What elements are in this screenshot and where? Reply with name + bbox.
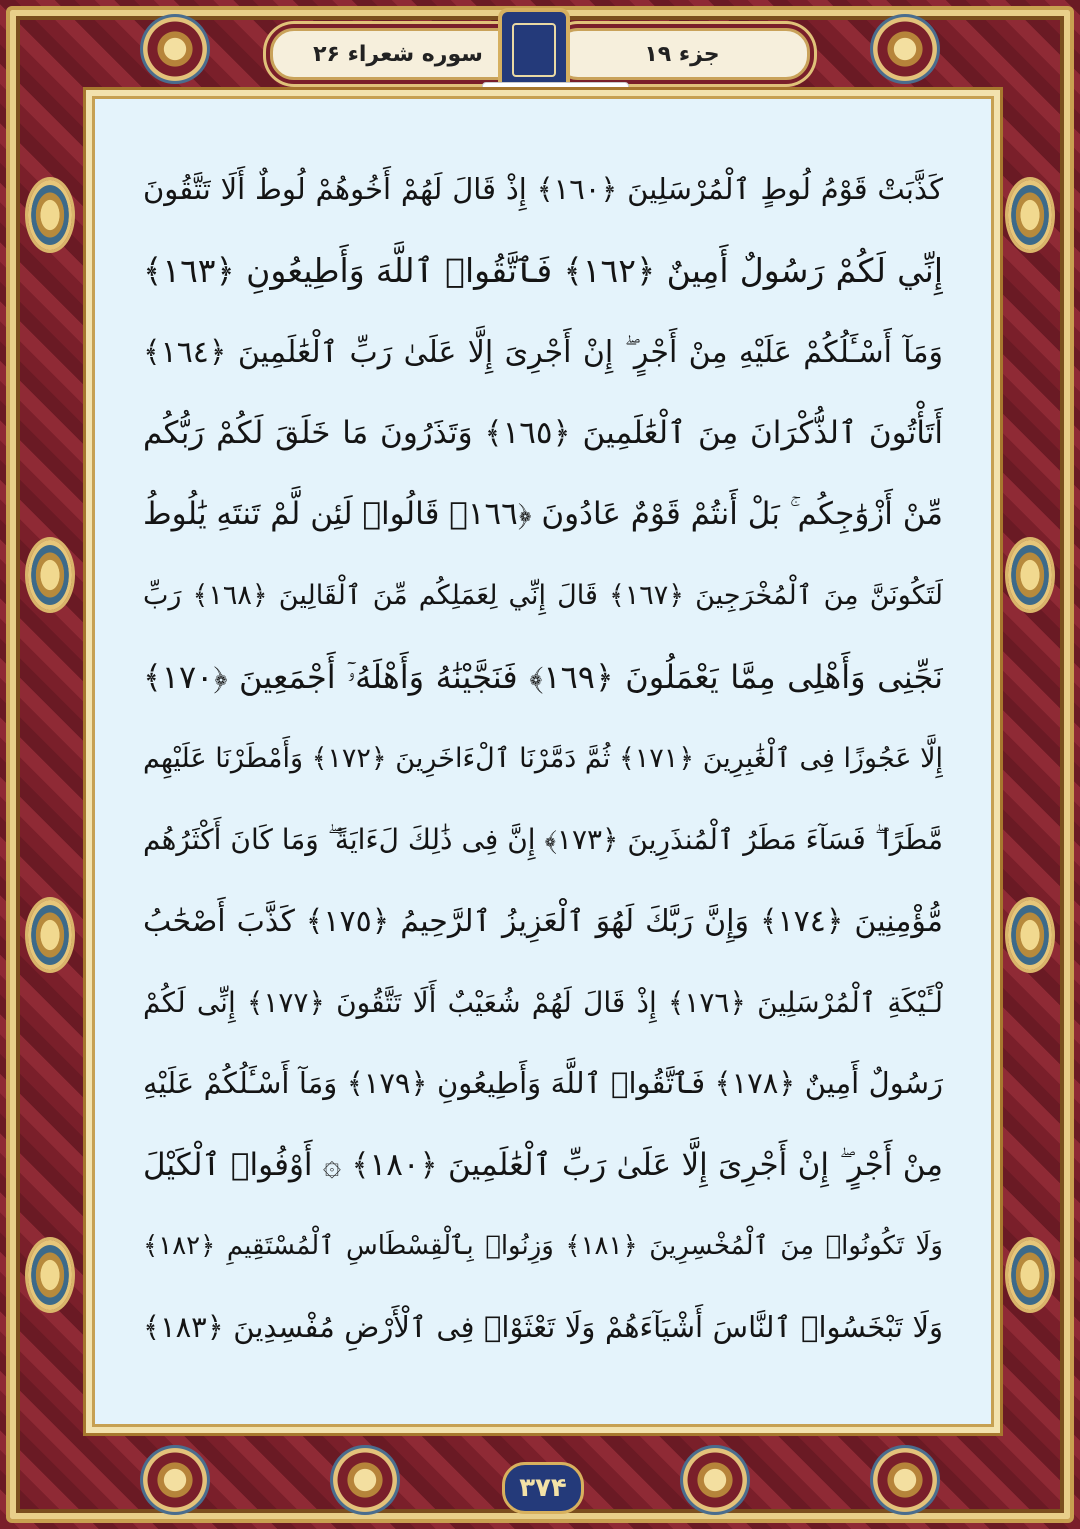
verse-line: وَلَا تَبْخَسُوا۟ ٱلنَّاسَ أَشْيَآءَهُمْ وَلَا تَعْثَوْا۟ فِى ٱلْأَرْضِ مُفْسِدِينَ ﴿١٨٣﴾ <box>143 1310 943 1345</box>
border-medallion-icon <box>28 1240 72 1310</box>
verse-line: كَذَّبَتْ قَوْمُ لُوطٍ ٱلْمُرْسَلِينَ ﴿١٦٠﴾ إِذْ قَالَ لَهُمْ أَخُوهُمْ لُوطٌ أَلَا تَتَّقُونَ <box>143 172 943 206</box>
left-border-band <box>20 120 80 1389</box>
verse-line: رَسُولٌ أَمِينٌ ﴿١٧٨﴾ فَٱتَّقُوا۟ ٱللَّهَ وَأَطِيعُونِ ﴿١٧٩﴾ وَمَآ أَسْـَٔلُكُمْ عَلَيْهِ <box>143 1066 943 1101</box>
border-medallion-icon <box>1008 1240 1052 1310</box>
verse-text-panel <box>92 96 994 1427</box>
verse-line: مِنْ أَجْرٍ ۖ إِنْ أَجْرِىَ إِلَّا عَلَىٰ رَبِّ ٱلْعَٰلَمِينَ ﴿١٨٠﴾ ۞ أَوْفُوا۟ ٱلْكَيْلَ <box>143 1146 943 1183</box>
border-medallion-icon <box>1008 180 1052 250</box>
border-medallion-icon <box>1008 540 1052 610</box>
surah-label: سوره شعراء ۲۶ <box>270 28 526 80</box>
border-medallion-icon <box>28 900 72 970</box>
verse-line: أَتَأْتُونَ ٱلذُّكْرَانَ مِنَ ٱلْعَٰلَمِينَ ﴿١٦٥﴾ وَتَذَرُونَ مَا خَلَقَ لَكُمْ رَبُّكُم <box>143 414 943 451</box>
verse-lines <box>143 149 943 1368</box>
corner-rosette-icon <box>140 1445 210 1515</box>
verse-line: نَجِّنِى وَأَهْلِى مِمَّا يَعْمَلُونَ ﴿١٦٩﴾ فَنَجَّيْنَٰهُ وَأَهْلَهُۥٓ أَجْمَعِينَ ﴿١٧٠﴾ <box>143 657 943 696</box>
verse-line: مُّؤْمِنِينَ ﴿١٧٤﴾ وَإِنَّ رَبَّكَ لَهُوَ ٱلْعَزِيزُ ٱلرَّحِيمُ ﴿١٧٥﴾ كَذَّبَ أَصْحَٰبُ <box>143 903 943 939</box>
verse-line: إِلَّا عَجُوزًا فِى ٱلْغَٰبِرِينَ ﴿١٧١﴾ ثُمَّ دَمَّرْنَا ٱلْءَاخَرِينَ ﴿١٧٢﴾ وَأَمْطَرْنَا عَلَيْهِم <box>143 743 943 775</box>
border-medallion-icon <box>1008 900 1052 970</box>
verse-line: إِنِّي لَكُمْ رَسُولٌ أَمِينٌ ﴿١٦٢﴾ فَٱتَّقُوا۟ ٱللَّهَ وَأَطِيعُونِ ﴿١٦٣﴾ <box>143 251 943 291</box>
border-medallion-icon <box>28 180 72 250</box>
page-number: ۳۷۴ <box>502 1462 584 1514</box>
corner-rosette-icon <box>330 1445 400 1515</box>
verse-line: لَتَكُونَنَّ مِنَ ٱلْمُخْرَجِينَ ﴿١٦٧﴾ قَالَ إِنِّي لِعَمَلِكُم مِّنَ ٱلْقَالِينَ ﴿١٦٨﴾ رَبِّ <box>143 580 943 612</box>
corner-rosette-icon <box>870 1445 940 1515</box>
verse-line: وَلَا تَكُونُوا۟ مِنَ ٱلْمُخْسِرِينَ ﴿١٨١﴾ وَزِنُوا۟ بِٱلْقِسْطَاسِ ٱلْمُسْتَقِيمِ ﴿١٨٢﴾ <box>143 1230 943 1261</box>
juz-label: جزء ۱۹ <box>554 28 810 80</box>
emblem-frame <box>512 23 556 77</box>
corner-rosette-icon <box>680 1445 750 1515</box>
verse-line: لْـَٔيْكَةِ ٱلْمُرْسَلِينَ ﴿١٧٦﴾ إِذْ قَالَ لَهُمْ شُعَيْبٌ أَلَا تَتَّقُونَ ﴿١٧٧﴾ إِنِّى لَكُمْ <box>143 985 943 1019</box>
verse-line: مِّنْ أَزْوَٰجِكُم ۚ بَلْ أَنتُمْ قَوْمٌ عَادُونَ ﴿١٦٦﴾ قَالُوا۟ لَئِن لَّمْ تَنتَهِ يَٰلُوطُ <box>143 496 943 533</box>
calligraphy-emblem-icon <box>498 8 570 92</box>
verse-line: مَّطَرًا ۖ فَسَآءَ مَطَرُ ٱلْمُنذَرِينَ ﴿١٧٣﴾ إِنَّ فِى ذَٰلِكَ لَءَايَةً ۖ وَمَا كَانَ أَكْثَرُهُم <box>143 823 943 857</box>
right-border-band <box>1000 120 1060 1389</box>
border-medallion-icon <box>28 540 72 610</box>
verse-line: وَمَآ أَسْـَٔلُكُمْ عَلَيْهِ مِنْ أَجْرٍ ۖ إِنْ أَجْرِىَ إِلَّا عَلَىٰ رَبِّ ٱلْعَٰلَمِينَ ﴿١٦٤﴾ <box>143 334 943 370</box>
